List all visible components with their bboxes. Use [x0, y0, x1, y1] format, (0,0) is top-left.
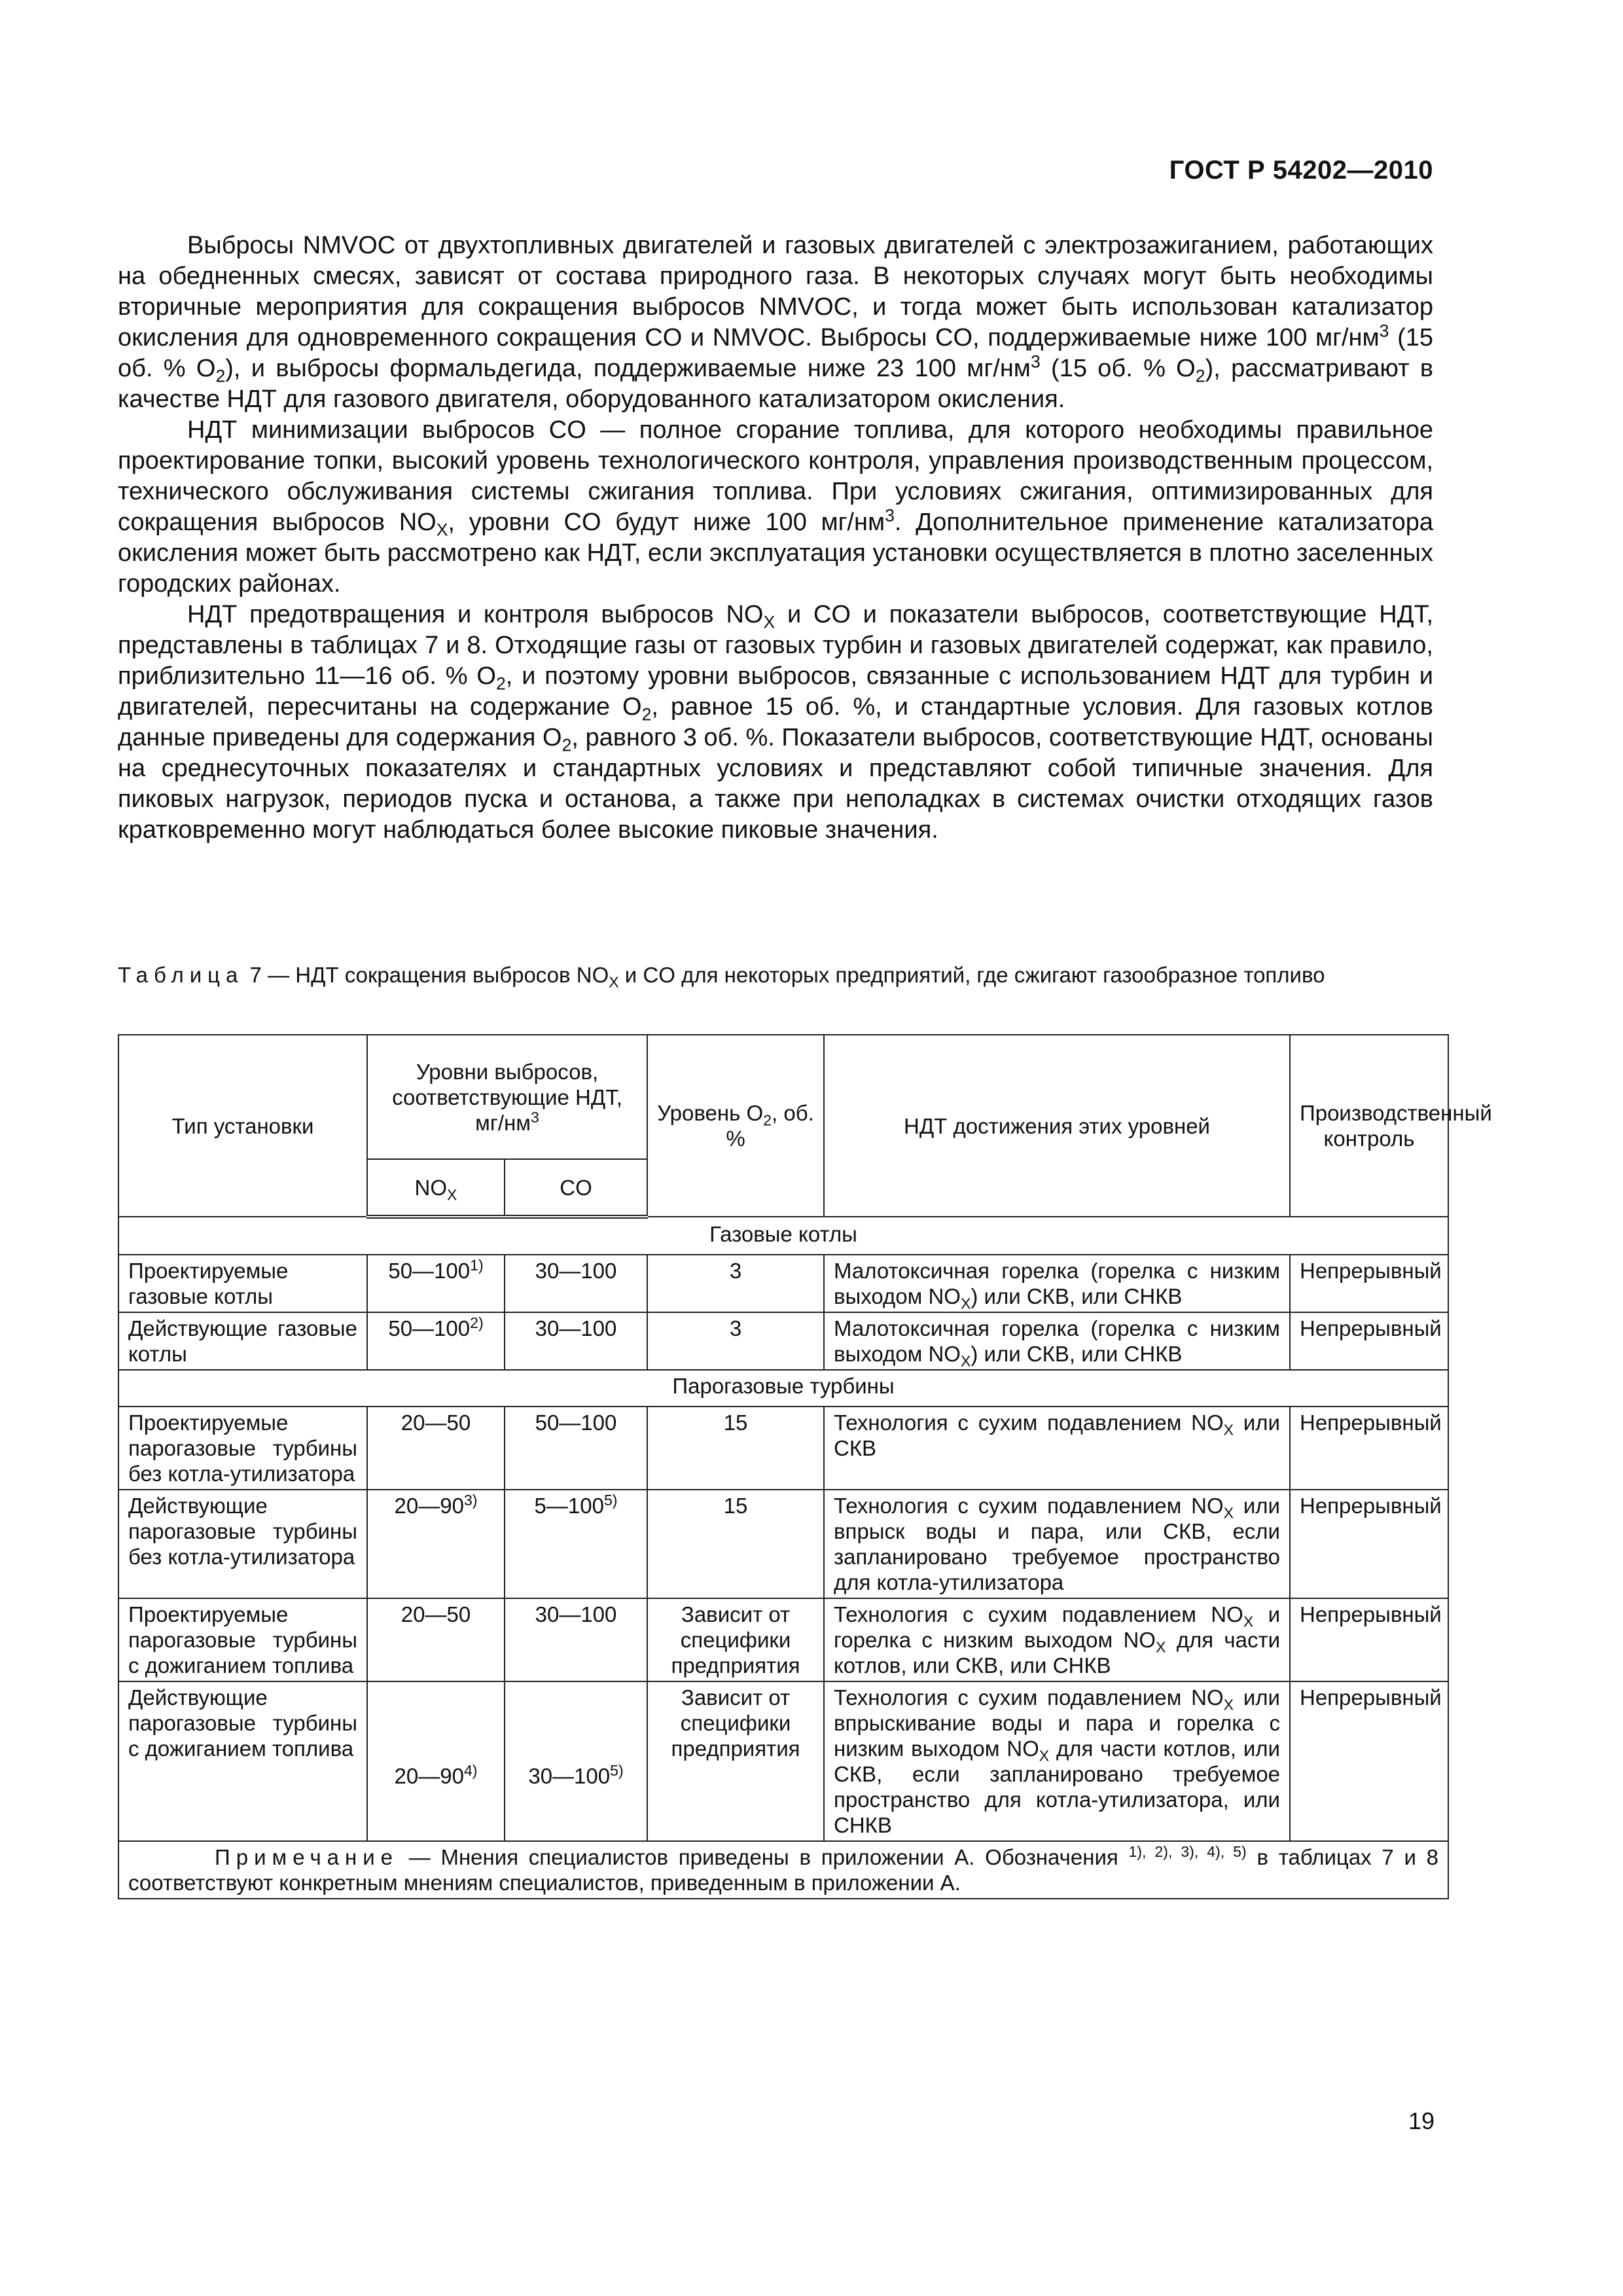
row-nox: 20—50 [367, 1598, 505, 1681]
row-type: Проектируемые газовые котлы [118, 1255, 367, 1312]
row-co: 30—100$^{5)}$ [505, 1681, 647, 1841]
row-nox: 20—50 [367, 1407, 505, 1490]
table-note: Примечание — Мнения специалистов приведены в приложении А. Обозначения $^{1), 2), 3), 4), 5)}$ в таблицах 7 и 8 соответствуют конкретным мнениям специалистов, приведенным в приложении А. [118, 1841, 1448, 1899]
table-row [118, 1407, 1448, 1490]
row-co: 30—100 [505, 1312, 647, 1370]
paragraph-nmvoc: Выбросы NMVOC от двухтопливных двигателей и газовых двигателей с электрозажиганием, работающих на обедненных смесях, зависят от состава природного газа. В некоторых случаях могут быть необходимы вторичные мероприятия для сокращения выбросов NMVOC, и тогда может быть использован катализатор окисления для одновременного сокращения CO и NMVOC. Выбросы CO, поддерживаемые ниже 100 $мг/нм^3$ (15 об. % $О_2$), и выбросы формальдегида, поддерживаемые ниже 23 100 $мг/нм^3$ (15 об. % $О_2$), рассматривают в качестве НДТ для газового двигателя, оборудованного катализатором окисления. [118, 232, 1434, 413]
emissions-table [118, 1034, 1492, 1899]
row-nox: 50—100$^{1)}$ [367, 1255, 505, 1312]
row-bat: Малотоксичная горелка (горелка с низким выходом $NO_X$) или СКВ, или СНКВ [824, 1255, 1290, 1312]
row-type: Действующие парогазовые турбины с дожиганием топлива [118, 1681, 367, 1841]
section-combined-cycle-turbines: Парогазовые турбины [118, 1370, 1448, 1407]
row-type: Проектируемые парогазовые турбины с дожиганием топлива [118, 1598, 367, 1681]
row-type: Проектируемые парогазовые турбины без котла-утилизатора [118, 1407, 367, 1490]
header-emission-levels: Уровни выбросов, соответствующие НДТ, $мг/нм^3$ [367, 1035, 647, 1159]
page-number: 19 [1408, 2108, 1435, 2134]
row-nox: 20—90$^{3)}$ [367, 1490, 505, 1598]
table-row [118, 1255, 1448, 1312]
row-control: Непрерывный [1290, 1312, 1448, 1370]
row-o2: Зависит от специфики предприятия [647, 1598, 824, 1681]
row-type: Действующие парогазовые турбины без котла-утилизатора [118, 1490, 367, 1598]
header-nox: $NO_X$ [367, 1159, 505, 1217]
row-control: Непрерывный [1290, 1598, 1448, 1681]
body-text [118, 230, 1433, 846]
table-row [118, 1598, 1448, 1681]
document-id: ГОСТ Р 54202—2010 [1169, 156, 1433, 185]
row-o2: 15 [647, 1490, 824, 1598]
row-o2: Зависит от специфики предприятия [647, 1681, 824, 1841]
row-nox: 20—90$^{4)}$ [367, 1681, 505, 1841]
table-caption: Таблица 7 — НДТ сокращения выбросов $NO_X$ и CO для некоторых предприятий, где сжигают газообразное топливо [118, 963, 1325, 991]
header-control: Производственный контроль [1290, 1035, 1448, 1217]
header-co: CO [505, 1159, 647, 1217]
row-control: Непрерывный [1290, 1490, 1448, 1598]
paragraph-nox-co-control: НДТ предотвращения и контроля выбросов $NO_X$ и CO и показатели выбросов, соответствующие НДТ, представлены в таблицах 7 и 8. Отходящие газы от газовых турбин и газовых двигателей содержат, как правило, приблизительно 11—16 об. % $O_2$, и поэтому уровни выбросов, связанные с использованием НДТ для турбин и двигателей, пересчитаны на содержание $O_2$, равное 15 об. %, и стандартные условия. Для газовых котлов данные приведены для содержания $O_2$, равного 3 об. %. Показатели выбросов, соответствующие НДТ, основаны на среднесуточных показателях и стандартных условиях и представляют собой типичные значения. Для пиковых нагрузок, периодов пуска и останова, а также при неполадках в системах очистки отходящих газов кратковременно могут наблюдаться более высокие пиковые значения. [118, 601, 1434, 844]
row-co: 30—100 [505, 1255, 647, 1312]
row-bat: Малотоксичная горелка (горелка с низким выходом $NO_X$) или СКВ, или СНКВ [824, 1312, 1290, 1370]
row-control: Непрерывный [1290, 1407, 1448, 1490]
row-bat: Технология с сухим подавлением $NO_X$ и горелка с низким выходом $NO_X$ для части котлов, или СКВ, или СНКВ [824, 1598, 1290, 1681]
row-o2: 3 [647, 1312, 824, 1370]
row-o2: 15 [647, 1407, 824, 1490]
row-type: Действующие газовые котлы [118, 1312, 367, 1370]
header-o2-level: Уровень $O_2$, об. % [647, 1035, 824, 1217]
header-bat: НДТ достижения этих уровней [824, 1035, 1290, 1217]
row-bat: Технология с сухим подавлением $NO_X$ или СКВ [824, 1407, 1290, 1490]
section-gas-boilers: Газовые котлы [118, 1217, 1448, 1255]
table-row [118, 1681, 1448, 1841]
row-control: Непрерывный [1290, 1255, 1448, 1312]
table-row [118, 1490, 1448, 1598]
row-nox: 50—100$^{2)}$ [367, 1312, 505, 1370]
header-type: Тип установки [118, 1035, 367, 1217]
paragraph-co-minimization: НДТ минимизации выбросов CO — полное сгорание топлива, для которого необходимы правильное проектирование топки, высокий уровень технологического контроля, управления производственным процессом, технического обслуживания системы сжигания топлива. При условиях сжигания, оптимизированных для сокращения выбросов $NO_X$, уровни CO будут ниже 100 $мг/нм^3$. Дополнительное применение катализатора окисления может быть рассмотрено как НДТ, если эксплуатация установки осуществляется в плотно заселенных городских районах. [118, 416, 1433, 598]
row-o2: 3 [647, 1255, 824, 1312]
row-co: 30—100 [505, 1598, 647, 1681]
row-bat: Технология с сухим подавлением $NO_X$ или впрыск воды и пара, или СКВ, если запланировано требуемое пространство для котла-утилизатора [824, 1490, 1290, 1598]
table-row [118, 1312, 1448, 1370]
row-co: 5—100$^{5)}$ [505, 1490, 647, 1598]
row-bat: Технология с сухим подавлением $NO_X$ или впрыскивание воды и пара и горелка с низким выходом $NO_X$ для части котлов, или СКВ, если запланировано требуемое пространство для котла-утилизатора, или СНКВ [824, 1681, 1290, 1841]
row-control: Непрерывный [1290, 1681, 1448, 1841]
row-co: 50—100 [505, 1407, 647, 1490]
